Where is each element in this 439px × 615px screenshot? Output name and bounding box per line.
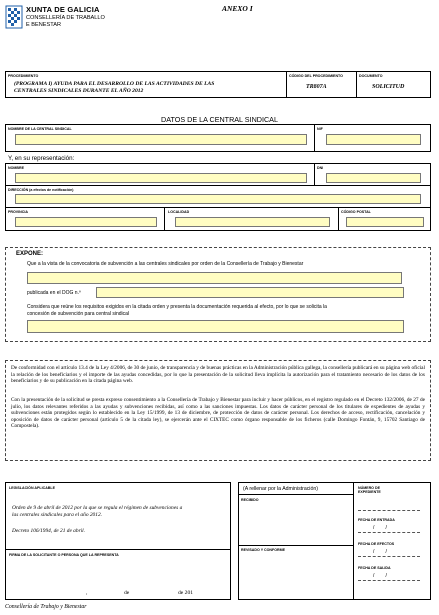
document-type: SOLICITUD [372,84,405,90]
province-field[interactable] [15,217,157,227]
union-section-title: DATOS DE LA CENTRAL SINDICAL [161,115,278,124]
convocation-field[interactable] [27,272,402,284]
org-name: XUNTA DE GALICIA [26,5,100,14]
dog-number-field[interactable] [96,287,404,298]
subvention-field[interactable] [27,320,404,333]
file-number-line[interactable] [358,510,420,511]
procedure-code: TR807A [306,84,327,90]
document-label: DOCUMENTO [359,74,383,78]
consider-line2: concesión de subvención para central sindical [27,311,130,317]
dept-line2: E BENESTAR [26,22,62,28]
order-line2: las centrales sindicales para el año 2012. [12,512,102,518]
address-label: DIRECCIÓN (a efectos de notificación) [8,188,74,192]
union-name-field[interactable] [15,134,307,145]
province-label: PROVINCIA [8,210,28,214]
file-number-label: NÚMERO DE EXPEDIENTE [358,486,381,495]
date-de-2: de 201 [178,590,194,596]
received-label: RECIBIDO [241,498,259,502]
decree-line: Decreto 106/1994, de 21 de abril. [12,528,86,534]
representation-label: Y, en su representación: [8,155,75,162]
person-name-label: NOMBRE [8,166,24,170]
annex-title: ANEXO I [222,4,253,13]
entry-date-label: FECHA DE ENTRADA [358,518,395,522]
reviewed-label: REVISADO Y CONFORME [241,548,285,552]
exit-date-label: FECHA DE SALIDA [358,566,391,570]
expone-line1: Que a la vista de la convocatoria de subvención a las centrales sindicales por orden de la Consellería de Trabajo y Bienestar [27,261,304,267]
effect-date-label: FECHA DE EFECTOS [358,542,395,546]
postcode-label: CÓDIGO POSTAL [341,210,371,214]
admin-title: (A rellenar por la Administración) [243,486,318,492]
xunta-logo [5,5,23,29]
signature-area[interactable] [8,560,228,588]
dog-label: publicada en el DOG n.º [27,290,81,296]
locality-label: LOCALIDAD [168,210,190,214]
entry-date-slashes[interactable]: / / [373,525,387,531]
legal-paragraph-2: Con la presentación de la solicitud se presta expreso consentimiento a la Consellería de Trabajo y Bienestar para incluir y hacer públicos, en el registro regulado en el Decreto 132/2006, de 27 de julio, los datos relevantes referidos a las ayudas y subvenciones recibidas, así como a las sanciones impuestas. Los datos de carácter personal de los titulares de expedientes de ayudas y subvenciones están protegidos según lo establecido en la Ley 15/1999, de 13 de diciembre, de protección de datos de carácter personal. Los derechos de acceso, rectificación, cancelación y oposición de datos de carácter personal (artículo 5 de la citada ley), se ejercerán ante el CIXTEC como órgano responsable de los ficheros (calle Domingo Fontán, 9, 15702 Santiago de Compostela). [11,397,425,429]
exit-date-slashes[interactable]: / / [373,573,387,579]
procedure-code-label: CÓDIGO DEL PROCEDIMIENTO [289,74,343,78]
locality-field[interactable] [175,217,330,227]
order-line1: Orden de 9 de abril de 2012 por la que se regula el régimen de subvenciones a [12,505,183,511]
procedure-title-line1: (PROGRAMA I) AYUDA PARA EL DESARROLLO DE LAS ACTIVIDADES DE LAS [14,81,215,87]
expone-heading: EXPONE: [16,251,44,257]
date-de-1: de [124,590,130,596]
nif-field[interactable] [326,134,421,145]
dni-field[interactable] [326,173,421,183]
legislation-label: LEGISLACIÓN APLICABLE [9,486,55,490]
signature-label: FIRMA DE LA SOLICITANTE O PERSONA QUE LA REPRESENTA [9,553,119,557]
postcode-field[interactable] [346,217,424,227]
date-comma: , [86,590,88,596]
legal-paragraph-1: De conformidad con el artículo 13.4 de la Ley 4/2006, de 30 de junio, de transparencia y de buenas prácticas en la Administración pública gallega, la consellería publicará en su página web oficial la relación de los beneficiarios y el importe de las ayudas concedidas, por lo que la presentación de la solicitud lleva implícita la autorización para el tratamiento necesario de los datos de los beneficiarios y de su publicación en la citada página web. [11,365,425,384]
dept-line1: CONSELLERÍA DE TRABALLO [26,15,105,21]
consider-line1: Considera que reúne los requisitos exigidos en la citada orden y presenta la documentación requerida al efecto, por lo que se solicita la [27,304,327,310]
admin-box [238,482,431,600]
nif-label: NIF [317,127,323,131]
effect-date-slashes[interactable]: / / [373,549,387,555]
xunta-shield-icon [5,5,23,29]
procedure-title-line2: CENTRALES SINDICALES DURANTE EL AÑO 2012 [14,88,144,94]
procedure-label: PROCEDIMIENTO [8,74,39,78]
union-name-label: NOMBRE DE LA CENTRAL SINDICAL [8,127,72,131]
person-name-field[interactable] [15,173,307,183]
dni-label: DNI [317,166,324,170]
footer-ministry: Consellería de Trabajo y Bienestar [5,604,87,610]
address-field[interactable] [15,194,421,204]
